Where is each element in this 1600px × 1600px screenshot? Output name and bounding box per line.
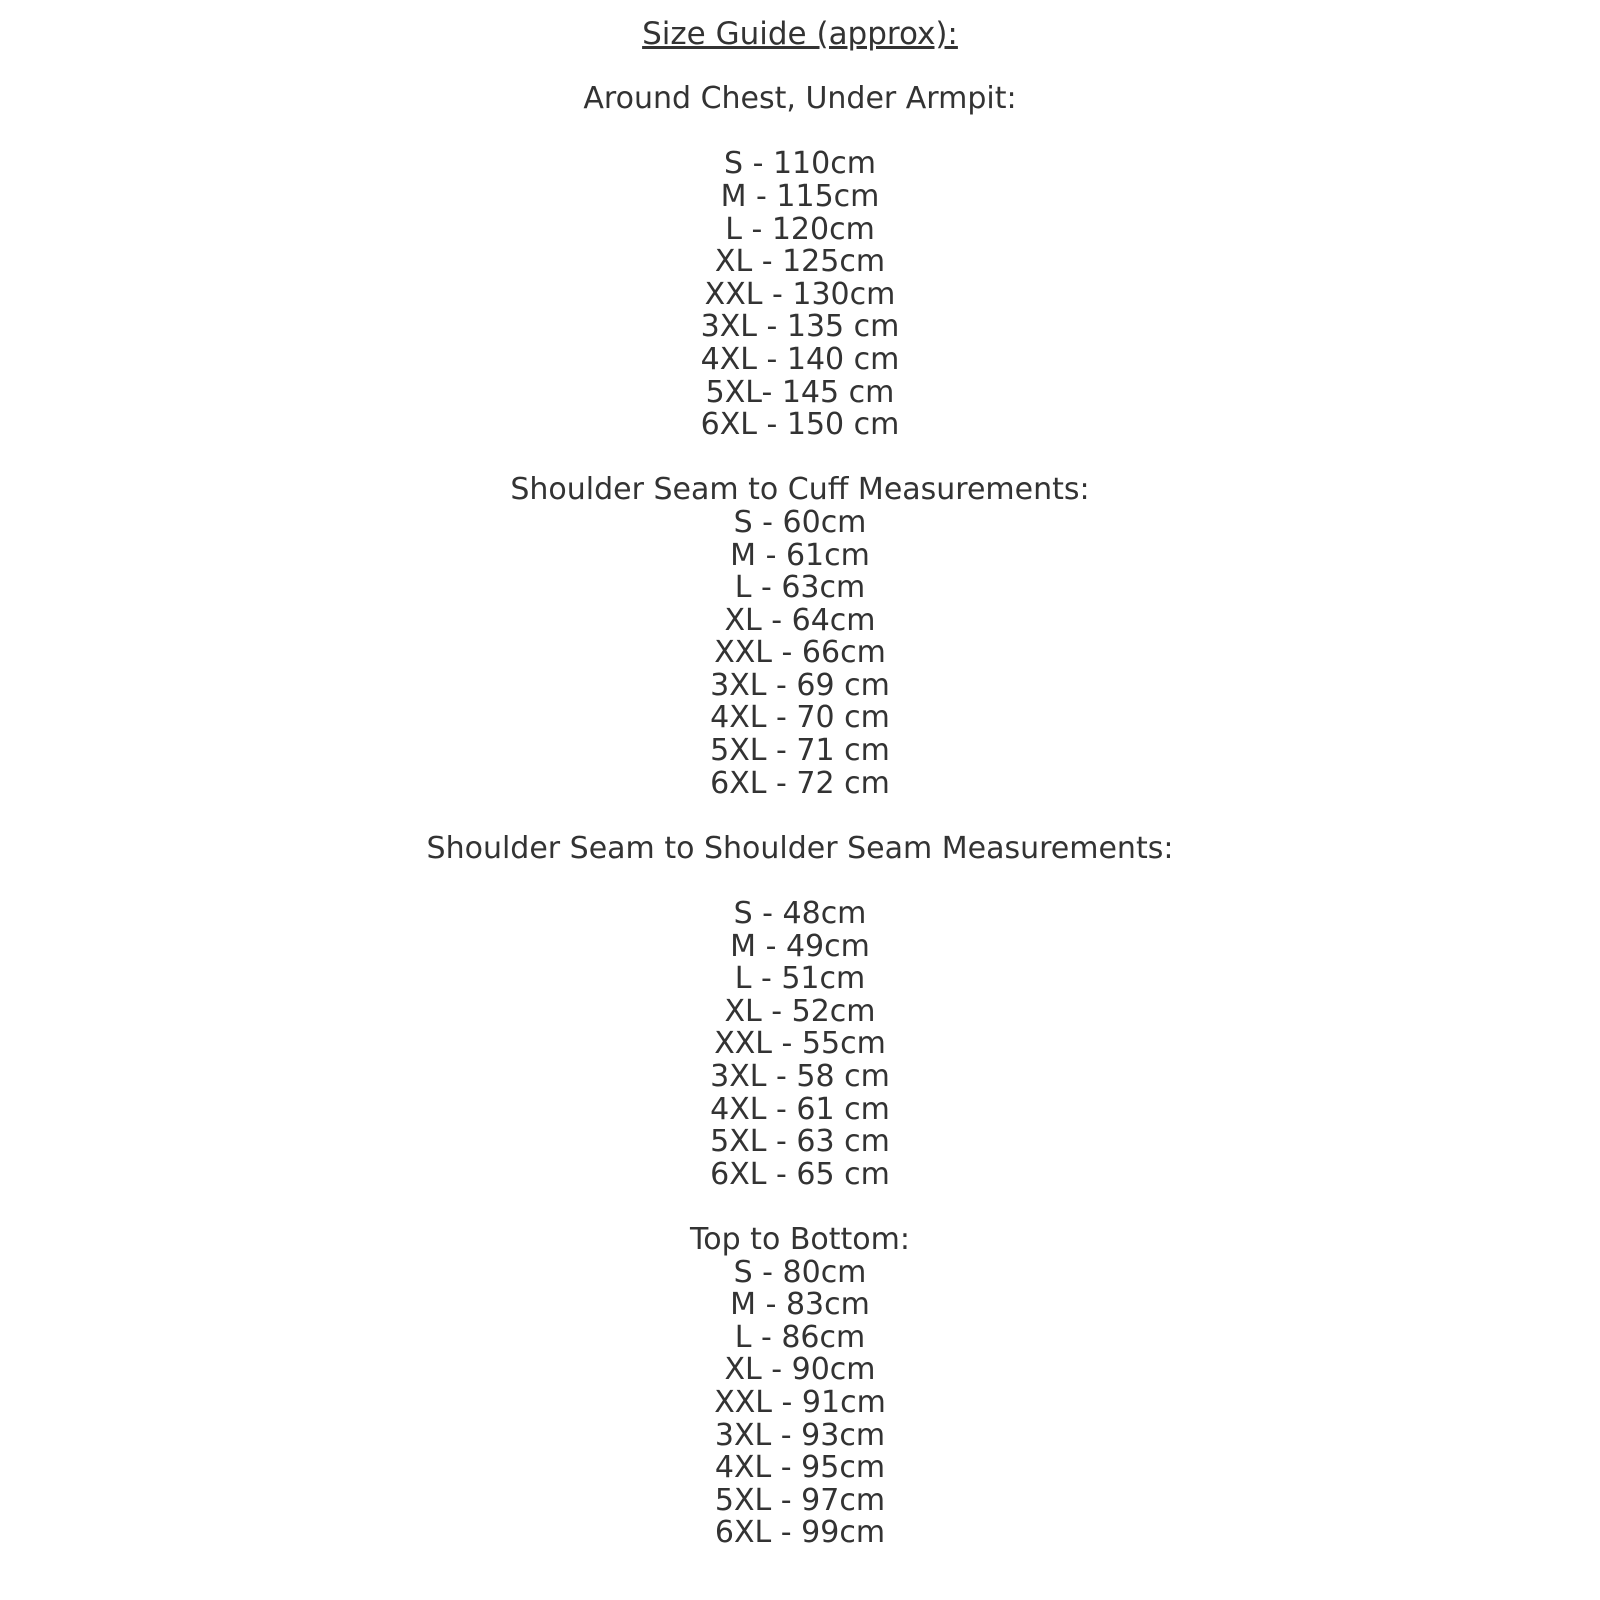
size-row: XL - 52cm [724, 993, 876, 1029]
size-row: S - 80cm [733, 1254, 867, 1290]
size-row: M - 115cm [720, 178, 880, 214]
size-row: 3XL - 58 cm [710, 1059, 890, 1094]
section-heading: Around Chest, Under Armpit: [583, 81, 1017, 117]
size-row: 3XL - 135 cm [700, 309, 900, 345]
size-row: 5XL - 63 cm [710, 1124, 890, 1160]
size-row: S - 60cm [733, 504, 867, 540]
size-row: L - 120cm [725, 211, 875, 247]
spacer [0, 800, 1600, 833]
section-heading: Shoulder Seam to Cuff Measurements: [510, 472, 1090, 508]
size-row: 6XL - 72 cm [710, 765, 890, 801]
size-row: XXL - 66cm [714, 635, 886, 671]
size-row: S - 110cm [724, 146, 876, 182]
size-row: 3XL - 69 cm [710, 667, 890, 703]
size-row: L - 86cm [734, 1319, 866, 1355]
section-heading: Top to Bottom: [690, 1221, 910, 1257]
section-top-to-bottom [0, 1221, 1600, 1551]
size-row: 3XL - 93cm [714, 1417, 886, 1453]
size-row: M - 49cm [730, 928, 870, 964]
page-title: Size Guide (approx): [642, 16, 958, 52]
size-row: L - 51cm [734, 961, 866, 997]
size-row: S - 48cm [733, 896, 867, 932]
spacer [0, 865, 1600, 898]
size-row: M - 83cm [730, 1287, 870, 1323]
size-row: 4XL - 140 cm [700, 341, 900, 377]
section-around-chest [0, 83, 1600, 442]
size-row: 5XL - 71 cm [710, 733, 890, 769]
size-row: 6XL - 99cm [714, 1515, 886, 1551]
spacer [0, 1191, 1600, 1224]
size-row: XXL - 130cm [704, 276, 896, 312]
size-row: XL - 90cm [724, 1352, 876, 1388]
section-heading: Shoulder Seam to Shoulder Seam Measurements: [426, 830, 1174, 866]
size-row: XL - 125cm [714, 244, 886, 280]
size-row: L - 63cm [734, 570, 866, 606]
spacer [0, 51, 1600, 84]
size-row: XL - 64cm [724, 602, 876, 638]
section-shoulder-to-cuff [0, 474, 1600, 800]
size-row: 6XL - 65 cm [710, 1156, 890, 1192]
section-shoulder-to-shoulder [0, 830, 1600, 1192]
size-row: 6XL - 150 cm [700, 407, 900, 443]
spacer [0, 116, 1600, 149]
size-row: 4XL - 70 cm [710, 700, 890, 736]
spacer [0, 442, 1600, 475]
size-row: XXL - 91cm [714, 1384, 886, 1420]
size-row: M - 61cm [730, 537, 870, 573]
size-row: 4XL - 95cm [714, 1450, 886, 1486]
size-row: 4XL - 61 cm [710, 1091, 890, 1127]
size-row: 5XL- 145 cm [705, 374, 895, 410]
size-row: XXL - 55cm [714, 1026, 886, 1062]
size-row: 5XL - 97cm [714, 1482, 886, 1518]
